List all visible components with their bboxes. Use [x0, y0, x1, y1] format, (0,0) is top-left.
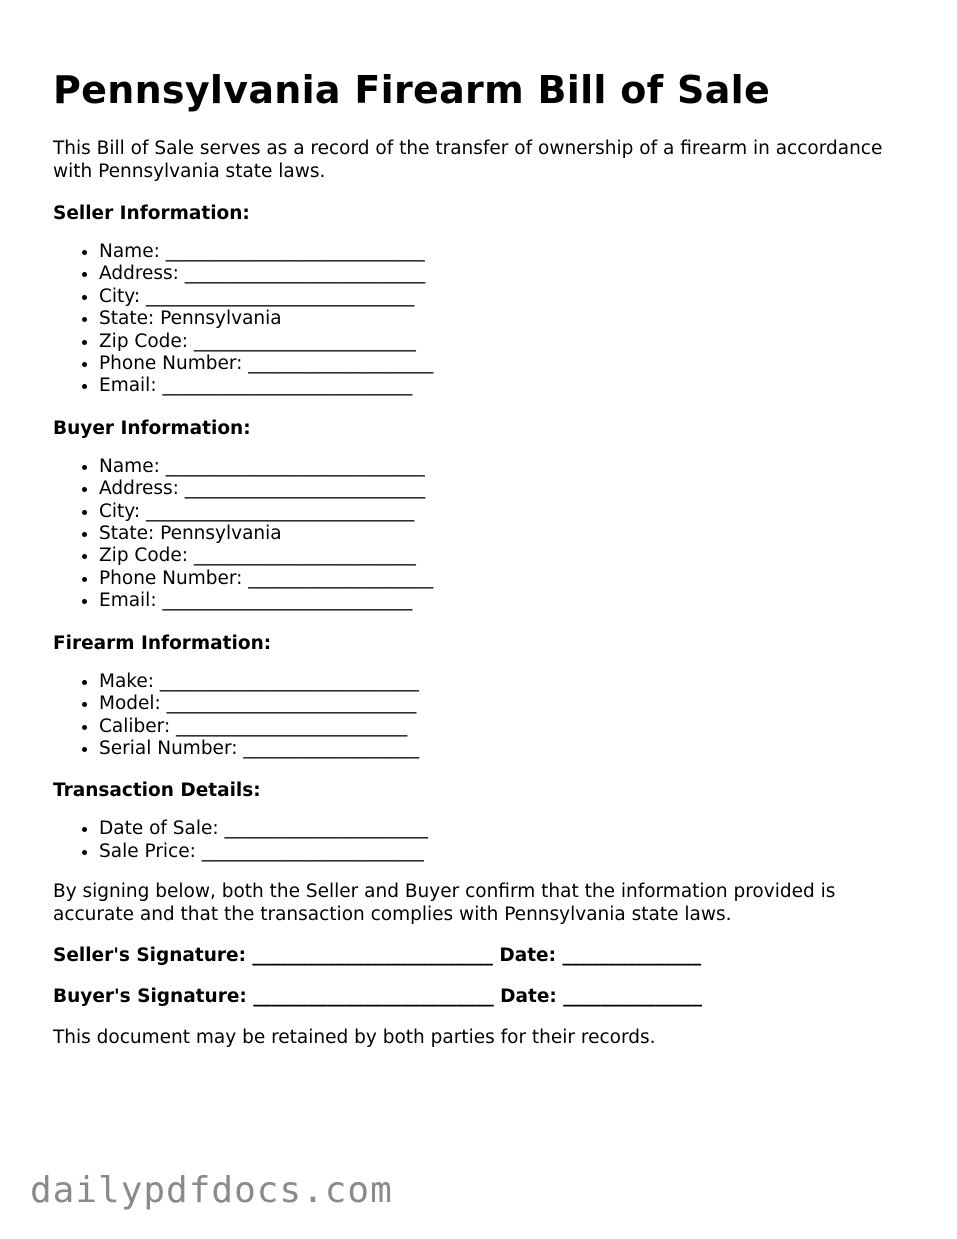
buyer-state-line: • State: Pennsylvania — [99, 523, 913, 545]
seller-email-line: • Email: ___________________________ — [99, 375, 913, 397]
seller-name-line: • Name: ____________________________ — [99, 241, 913, 263]
intro-paragraph: This Bill of Sale serves as a record of the transfer of ownership of a firearm in accordance with Pennsylvania state laws. — [53, 138, 883, 182]
seller-list — [53, 241, 913, 398]
page-title: Pennsylvania Firearm Bill of Sale — [53, 68, 771, 112]
seller-state-line: • State: Pennsylvania — [99, 308, 913, 330]
transaction-heading: Transaction Details: — [53, 780, 261, 802]
seller-city-line: • City: _____________________________ — [99, 286, 913, 308]
transaction-list — [53, 818, 913, 863]
seller-heading: Seller Information: — [53, 203, 250, 224]
buyer-phone-line: • Phone Number: ____________________ — [99, 568, 913, 590]
firearm-caliber-line: • Caliber: _________________________ — [99, 716, 913, 738]
buyer-signature-line: Buyer's Signature: __________________________ Date: _______________ — [53, 986, 702, 1008]
seller-phone-line: • Phone Number: ____________________ — [99, 353, 913, 375]
firearm-make-line: • Make: ____________________________ — [99, 671, 913, 693]
buyer-name-line: • Name: ____________________________ — [99, 456, 913, 478]
firearm-list — [53, 671, 913, 761]
sale-date-line: • Date of Sale: ______________________ — [99, 818, 913, 840]
retention-note: This document may be retained by both parties for their records. — [53, 1027, 656, 1049]
buyer-address-line: • Address: __________________________ — [99, 478, 913, 500]
firearm-heading: Firearm Information: — [53, 632, 272, 654]
buyer-list — [53, 456, 913, 613]
sale-price-line: • Sale Price: ________________________ — [99, 841, 913, 863]
document-page — [53, 64, 913, 1049]
watermark: dailypdfdocs.com — [30, 1170, 393, 1211]
buyer-city-line: • City: _____________________________ — [99, 501, 913, 523]
buyer-email-line: • Email: ___________________________ — [99, 590, 913, 612]
seller-signature-line: Seller's Signature: __________________________ Date: _______________ — [53, 945, 702, 967]
buyer-zip-line: • Zip Code: ________________________ — [99, 545, 913, 567]
buyer-heading: Buyer Information: — [53, 417, 251, 439]
confirmation-paragraph: By signing below, both the Seller and Buyer confirm that the information provided is accurate and that the transaction complies with Pennsylvania state laws. — [53, 881, 836, 925]
seller-zip-line: • Zip Code: ________________________ — [99, 331, 913, 353]
firearm-serial-line: • Serial Number: ___________________ — [99, 738, 913, 760]
firearm-model-line: • Model: ___________________________ — [99, 693, 913, 715]
seller-address-line: • Address: __________________________ — [99, 263, 913, 285]
